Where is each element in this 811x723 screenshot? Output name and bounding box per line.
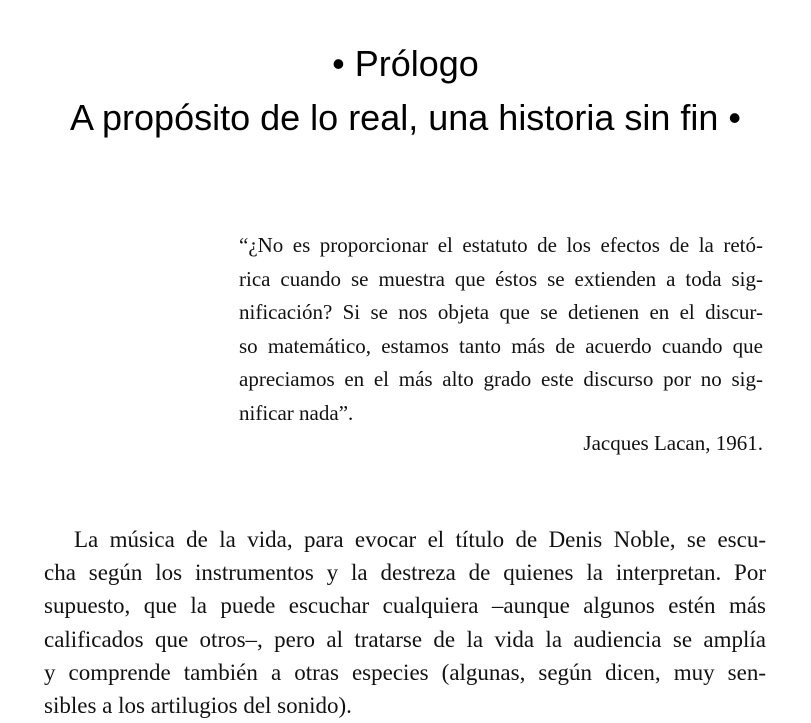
body-paragraph	[44, 523, 766, 722]
chapter-heading-line-1: • Prólogo	[332, 43, 479, 84]
paragraph-line: sibles a los artilugios del sonido).	[44, 692, 352, 718]
paragraph-line: y comprende también a otras especies (algunas, según dicen, muy sen-	[44, 659, 766, 685]
epigraph-line: “¿No es proporcionar el estatuto de los efectos de la retó-	[239, 233, 763, 257]
paragraph-line: cha según los instrumentos y la destreza de quienes la interpretan. Por	[44, 560, 766, 586]
chapter-heading-line-2: A propósito de lo real, una historia sin fin •	[70, 97, 741, 138]
epigraph-line: apreciamos en el más alto grado este discurso por no sig-	[239, 367, 763, 392]
paragraph-line: supuesto, que la puede escuchar cualquiera –aunque algunos estén más	[44, 593, 766, 619]
epigraph-line: rica cuando se muestra que éstos se extienden a toda sig-	[239, 266, 763, 291]
paragraph-line: La música de la vida, para evocar el título de Denis Noble, se escu-	[74, 527, 766, 552]
epigraph-line: nificación? Si se nos objeta que se detienen en el discur-	[239, 300, 763, 325]
epigraph-line: nificar nada”.	[239, 400, 354, 425]
epigraph-line: so matemático, estamos tanto más de acuerdo cuando que	[239, 333, 763, 358]
epigraph-attribution: Jacques Lacan, 1961.	[583, 431, 763, 455]
epigraph-quote	[239, 229, 763, 431]
paragraph-line: calificados que otros–, pero al tratarse de la vida la audiencia se amplía	[44, 626, 766, 652]
